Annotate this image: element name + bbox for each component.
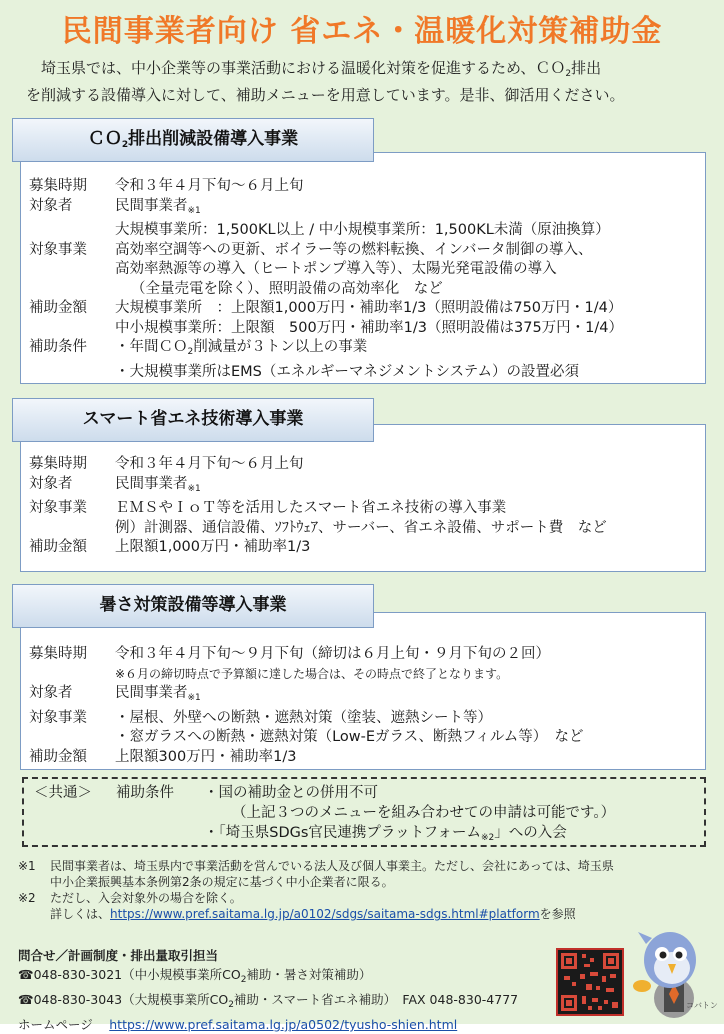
- section-heat-body: [20, 612, 706, 770]
- label-project: 対象事業: [29, 500, 87, 516]
- qr-code-icon: [558, 950, 622, 1014]
- page-title: 民間事業者向け 省エネ・温暖化対策補助金: [61, 14, 663, 49]
- value-period: 令和３年４月下旬～６月上旬: [115, 456, 304, 472]
- value-condition-end: 削減量が３トン以上の事業: [193, 339, 368, 355]
- homepage-link[interactable]: https://www.pref.saitama.lg.jp/a0502/tyusho-shien.html: [109, 1017, 458, 1032]
- intro-line1-end: 排出: [571, 59, 602, 77]
- label-amount: 補助金額: [29, 748, 87, 765]
- value-project: ＥＭＳやＩｏＴ等を活用したスマート省エネ技術の導入事業: [115, 500, 507, 516]
- value-project-2: 高効率熱源等の導入（ヒートポンプ導入等）、太陽光発電設備の導入: [115, 261, 557, 277]
- tel-2-sub: 2: [228, 1000, 234, 1010]
- qr-code[interactable]: [556, 948, 624, 1016]
- common-label: 補助条件: [116, 785, 174, 801]
- common-tag: ＜共通＞: [34, 785, 92, 801]
- footnote-1: 民間事業者は、埼玉県内で事業活動を営んでいる法人及び個人事業主。ただし、会社にあっては、埼玉県: [50, 859, 614, 873]
- footnote-2-suffix: を参照: [539, 907, 576, 921]
- note-mark: ※2: [480, 833, 495, 843]
- label-amount: 補助金額: [29, 300, 87, 316]
- intro-text: [26, 58, 706, 106]
- label-period: 募集時期: [29, 456, 87, 472]
- section-co2-header: [12, 118, 374, 162]
- contact-tel-2: [18, 990, 558, 1015]
- value-target: 民間事業者: [115, 475, 188, 492]
- section-co2-title-end: 排出削減設備導入事業: [128, 129, 299, 149]
- label-amount: 補助金額: [29, 539, 87, 555]
- value-period-note: ※６月の締切時点で予算額に達した場合は、その時点で終了となります。: [115, 666, 509, 681]
- value-condition-2: ・大規模事業所はEMS（エネルギーマネジメントシステム）の設置必須: [115, 363, 579, 380]
- contact-homepage: [18, 1015, 558, 1034]
- value-condition: ・年間ＣＯ: [115, 339, 188, 355]
- condition-sub: 2: [187, 347, 194, 357]
- common-item-2: [204, 823, 615, 848]
- note-mark: ※1: [187, 693, 201, 703]
- label-project: 対象事業: [29, 709, 87, 726]
- value-amount: 大規模事業所 ：上限額1,000万円・補助率1/3（照明設備は750万円・1/4）: [115, 300, 623, 316]
- common-item-2-text: ・「埼玉県SDGs官民連携プラットフォーム: [204, 825, 481, 841]
- sdgs-platform-link[interactable]: https://www.pref.saitama.lg.jp/a0102/sdgs/saitama-sdgs.html#platform: [110, 907, 540, 921]
- footnotes: [18, 858, 708, 922]
- common-conditions: [22, 777, 706, 847]
- contact-tel-1: [18, 965, 558, 990]
- label-target: 対象者: [29, 685, 73, 701]
- common-items: [204, 783, 615, 848]
- section-co2-sub: 2: [121, 140, 129, 150]
- footnote-mark: ※1: [18, 859, 36, 873]
- label-period: 募集時期: [29, 178, 87, 194]
- tel-1: ☎048-830-3021（中小規模事業所CO: [18, 967, 241, 982]
- footnote-1-cont: 中小企業振興基本条例第2条の規定に基づく中小企業者に限る。: [50, 875, 394, 889]
- intro-sub: 2: [565, 69, 572, 79]
- section-co2-body: [20, 152, 706, 384]
- tel-1-sub: 2: [240, 975, 247, 985]
- value-project-2: ・窓ガラスへの断熱・遮熱対策（Low-Eガラス、断熱フィルム等） など: [115, 729, 584, 745]
- section-smart-body: [20, 424, 706, 572]
- section-heat-header: 暑さ対策設備等導入事業: [12, 584, 374, 628]
- mascot-name: コバトン: [686, 1001, 718, 1010]
- note-mark: ※1: [187, 483, 201, 494]
- value-amount: 上限額300万円・補助率1/3: [115, 748, 297, 765]
- value-target-detail: 大規模事業所：1,500KL以上 / 中小規模事業所：1,500KL未満（原油換算）: [115, 222, 610, 238]
- contact-heading: 問合せ／計画制度・排出量取引担当: [18, 948, 219, 963]
- homepage-label: ホームページ: [18, 1017, 93, 1032]
- value-target: 民間事業者: [115, 685, 188, 701]
- common-item-1: ・国の補助金との併用不可: [204, 785, 378, 801]
- common-item-1-sub: （上記３つのメニューを組み合わせての申請は可能です。）: [232, 805, 616, 821]
- intro-line1: 埼玉県では、中小企業等の事業活動における温暖化対策を促進するため、ＣＯ: [41, 59, 566, 77]
- value-project-3: （全量売電を除く）、照明設備の高効率化 など: [131, 280, 443, 297]
- note-mark: ※1: [187, 205, 201, 216]
- label-target: 対象者: [29, 197, 73, 214]
- value-project: ・屋根、外壁への断熱・遮熱対策（塗装、遮熱シート等）: [115, 709, 492, 726]
- footnote-mark: ※2: [18, 891, 36, 905]
- contact-info: [18, 946, 558, 1034]
- value-target: 民間事業者: [115, 197, 188, 214]
- label-condition: 補助条件: [29, 339, 87, 355]
- footnote-2-prefix: 詳しくは、: [50, 907, 111, 921]
- tel-1-end: 補助・暑さ対策補助）: [246, 967, 372, 982]
- value-amount-2: 中小規模事業所：上限額 500万円・補助率1/3（照明設備は375万円・1/4）: [115, 319, 624, 336]
- value-period: 令和３年４月下旬～９月下旬（締切は６月上旬・９月下旬の２回）: [115, 646, 550, 662]
- value-project: 高効率空調等への更新、ボイラー等の燃料転換、インバータ制御の導入、: [115, 241, 593, 258]
- value-project-2: 例）計測器、通信設備、ｿﾌﾄｳｪｱ、サーバー、省エネ設備、サポート費 など: [115, 519, 607, 536]
- footnote-2: ただし、入会対象外の場合を除く。: [50, 891, 242, 905]
- tel-2-end: 補助・スマート省エネ補助） FAX 048-830-4777: [233, 992, 519, 1007]
- label-project: 対象事業: [29, 241, 87, 258]
- intro-line2: を削減する設備導入に対して、補助メニューを用意しています。是非、御活用ください。: [26, 86, 625, 104]
- common-item-2-end: 」への入会: [494, 825, 567, 841]
- value-amount: 上限額1,000万円・補助率1/3: [115, 539, 311, 555]
- tel-2: ☎048-830-3043（大規模事業所CO: [18, 992, 229, 1007]
- label-period: 募集時期: [29, 646, 87, 662]
- label-target: 対象者: [29, 475, 73, 492]
- value-period: 令和３年４月下旬～６月上旬: [115, 178, 304, 194]
- section-co2-title: ＣＯ: [87, 129, 122, 149]
- footnote-2-cont: [50, 907, 576, 921]
- section-smart-header: スマート省エネ技術導入事業: [12, 398, 374, 442]
